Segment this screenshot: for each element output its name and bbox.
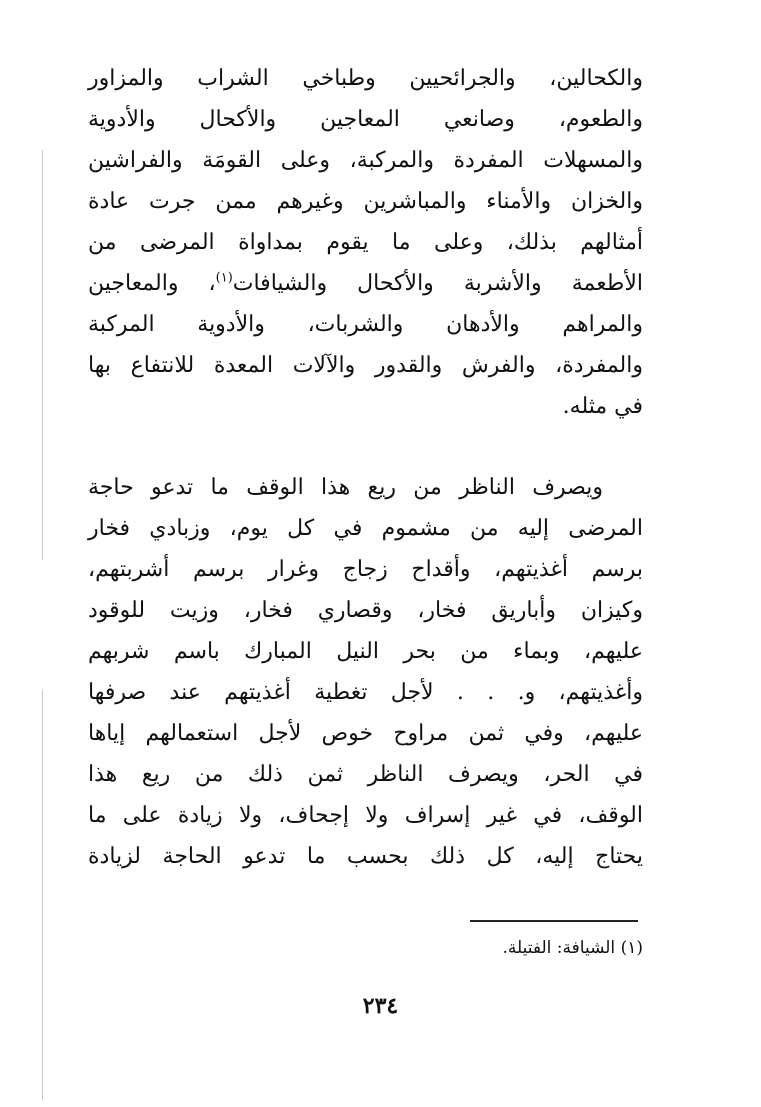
- text-line: عليهم، وبماء من بحر النيل المبارك باسم شربهم: [88, 639, 643, 664]
- text-line: المرضى إليه من مشموم في كل يوم، وزبادي فخار: [88, 516, 643, 541]
- footnote-marker: (١): [215, 270, 233, 286]
- paragraph-2: [88, 467, 643, 877]
- footnote-divider: [470, 920, 638, 922]
- text-line: أمثالهم بذلك، وعلى ما يقوم بمداواة المرضى من: [88, 230, 643, 255]
- paragraph-1: [88, 58, 643, 427]
- text-line: يحتاج إليه، كل ذلك بحسب ما تدعو الحاجة لزيادة: [88, 844, 643, 869]
- text-line: وأغذيتهم، و. . . لأجل تغطية أغذيتهم عند صرفها: [88, 680, 643, 705]
- text-fragment: الأطعمة والأشربة والأكحال والشيافات: [232, 271, 643, 296]
- text-line-with-footnote: [88, 263, 643, 304]
- text-line: والخزان والأمناء والمباشرين وغيرهم ممن جرت عادة: [88, 189, 643, 214]
- text-fragment: ، والمعاجين: [88, 271, 216, 296]
- text-line: في الحر، ويصرف الناظر ثمن ذلك من ريع هذا: [88, 762, 643, 787]
- text-line: والمراهم والأدهان والشربات، والأدوية المركبة: [88, 312, 643, 337]
- text-line: والمسهلات المفردة والمركبة، وعلى القومَة والفراشين: [88, 148, 643, 173]
- page-body: [88, 58, 643, 877]
- page-number: ٢٣٤: [362, 993, 399, 1019]
- scan-edge-top: [42, 150, 43, 560]
- text-line: في مثله.: [562, 394, 643, 419]
- text-line: ويصرف الناظر من ريع هذا الوقف ما تدعو حاجة: [88, 475, 603, 500]
- text-line: الوقف، في غير إسراف ولا إجحاف، ولا زيادة على ما: [88, 803, 643, 828]
- footnote-text: الشيافة: الفتيلة.: [502, 938, 616, 958]
- text-line: عليهم، وفي ثمن مراوح خوص لأجل استعمالهم إياها: [88, 721, 643, 746]
- footnote: [503, 933, 644, 963]
- scan-edge-bottom: [42, 690, 43, 1100]
- text-line: والطعوم، وصانعي المعاجين والأكحال والأدوية: [88, 107, 643, 132]
- text-line: والكحالين، والجرائحيين وطباخي الشراب والمزاور: [88, 66, 643, 91]
- text-line: برسم أغذيتهم، وأقداح زجاج وغرار برسم أشربتهم،: [88, 557, 643, 582]
- footnote-number: (١): [620, 938, 643, 958]
- text-line: والمفردة، والفرش والقدور والآلات المعدة للانتفاع بها: [88, 353, 643, 378]
- text-line: وكيزان وأباريق فخار، وقصاري فخار، وزيت للوقود: [88, 598, 643, 623]
